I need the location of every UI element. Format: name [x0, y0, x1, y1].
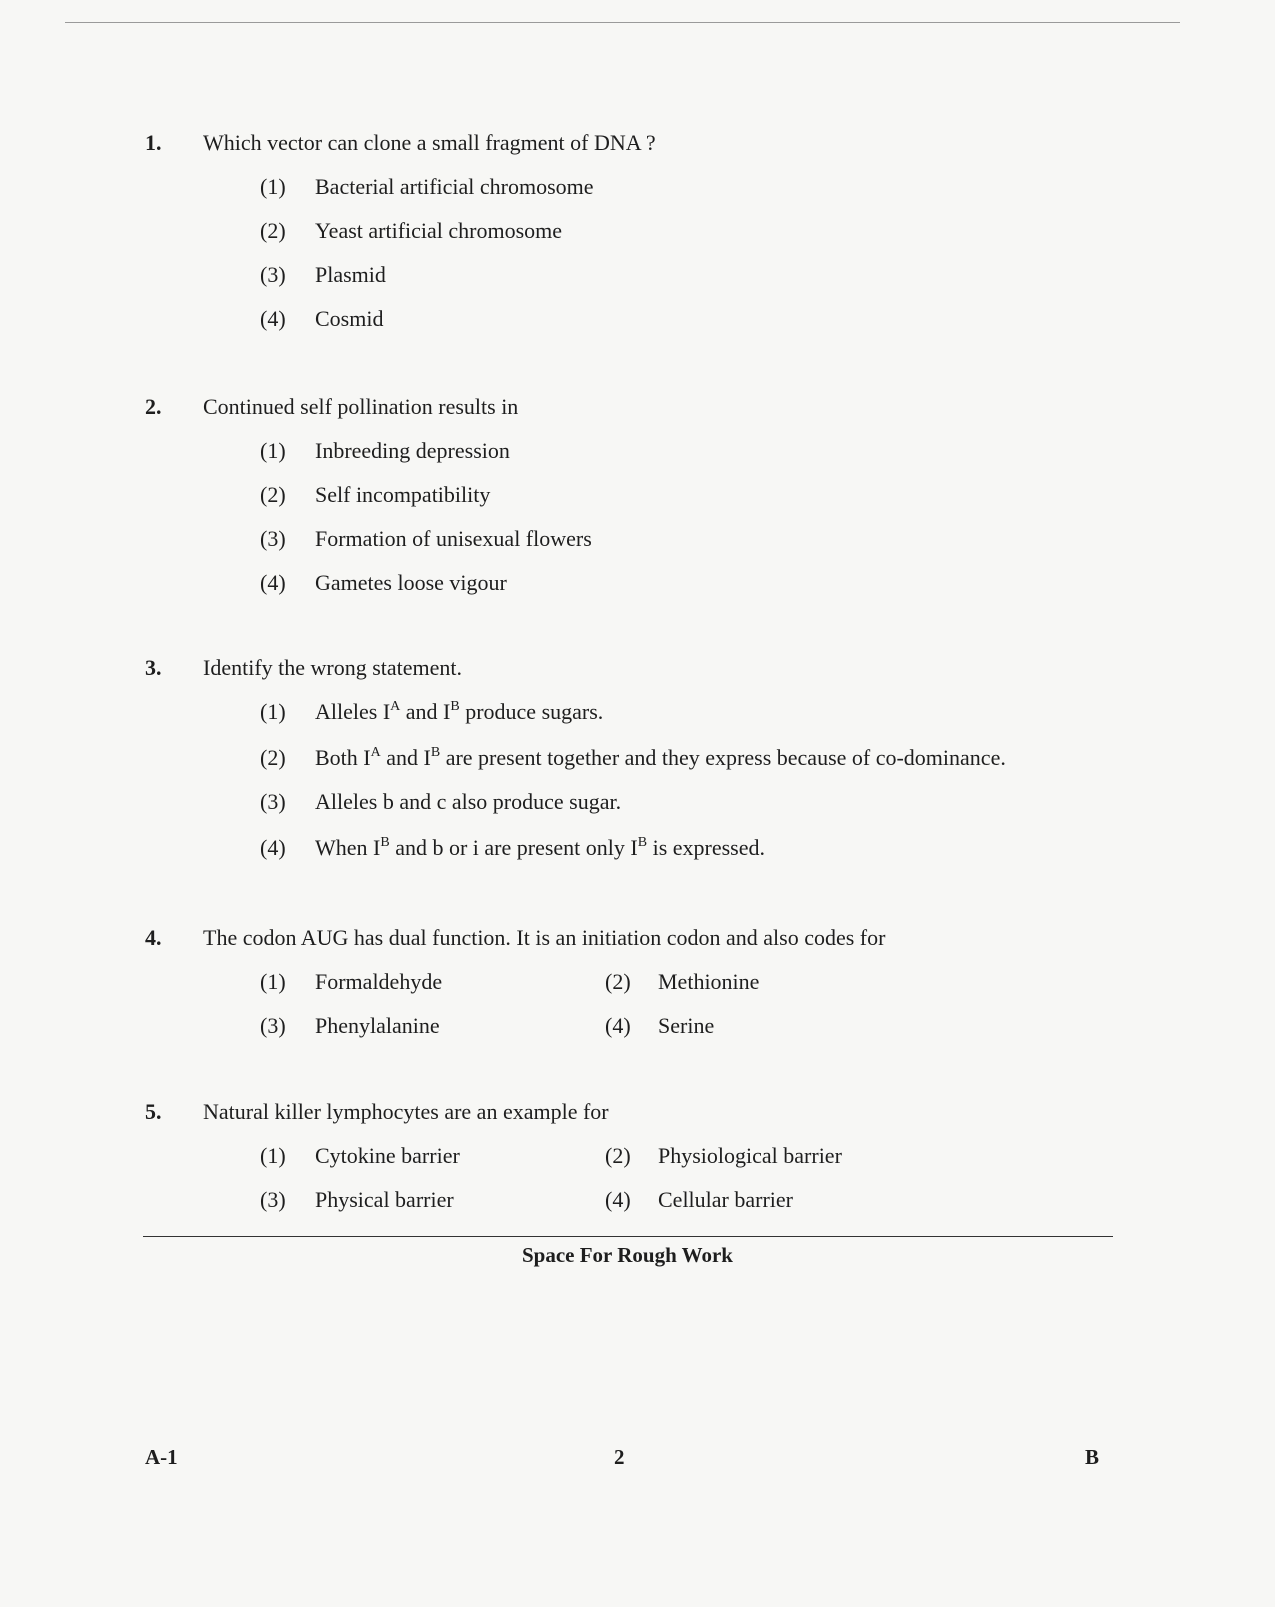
question-number: 5. — [145, 1099, 162, 1124]
option-text: Plasmid — [315, 262, 386, 287]
page-number: 2 — [614, 1445, 625, 1469]
option-3 — [145, 524, 1125, 554]
option-number: (2) — [260, 745, 286, 770]
option-text: Formaldehyde — [315, 969, 443, 994]
question-number: 1. — [145, 130, 162, 155]
question-3 — [145, 653, 1125, 863]
rough-work-divider — [143, 1236, 1113, 1237]
option-row-1 — [145, 1141, 1125, 1171]
option-number: (2) — [605, 969, 631, 994]
option-row-1 — [145, 967, 1125, 997]
option-number: (3) — [260, 1013, 286, 1038]
option-number: (4) — [260, 570, 286, 595]
question-1 — [145, 128, 1125, 334]
option-text: Bacterial artificial chromosome — [315, 174, 594, 199]
option-text: Physical barrier — [315, 1187, 454, 1212]
option-2 — [145, 743, 1125, 773]
option-text: Serine — [658, 1013, 715, 1038]
option-text: Formation of unisexual flowers — [315, 526, 592, 551]
option-text: Physiological barrier — [658, 1143, 842, 1168]
question-text: Which vector can clone a small fragment of DNA ? — [203, 130, 656, 155]
option-number: (3) — [260, 789, 286, 814]
option-number: (1) — [260, 1143, 286, 1168]
footer-right-code: B — [1085, 1445, 1100, 1469]
option-text: Cosmid — [315, 306, 384, 331]
option-number: (3) — [260, 526, 286, 551]
question-text: Identify the wrong statement. — [203, 655, 463, 680]
option-4 — [145, 833, 1125, 863]
option-number: (1) — [260, 174, 286, 199]
option-text: Cytokine barrier — [315, 1143, 460, 1168]
option-number: (1) — [260, 969, 286, 994]
option-number: (4) — [605, 1187, 631, 1212]
option-1 — [145, 697, 1125, 727]
option-number: (4) — [260, 306, 286, 331]
question-text: Natural killer lymphocytes are an example for — [203, 1099, 609, 1124]
top-rule — [65, 22, 1180, 23]
option-row-2 — [145, 1185, 1125, 1215]
option-4 — [145, 568, 1125, 598]
option-3 — [145, 787, 1125, 817]
option-number: (2) — [605, 1143, 631, 1168]
option-text: When $I^B$ and b or i are present only $I^B$ is expressed. — [315, 835, 765, 860]
option-number: (4) — [605, 1013, 631, 1038]
option-text: Both $I^A$ and $I^B$ are present together and they express because of co-dominance. — [315, 745, 1006, 770]
option-1 — [145, 172, 1125, 202]
option-4 — [145, 304, 1125, 334]
question-text: The codon AUG has dual function. It is an initiation codon and also codes for — [203, 925, 886, 950]
option-text: Alleles b and c also produce sugar. — [315, 789, 622, 814]
option-text: Self incompatibility — [315, 482, 491, 507]
option-text: Methionine — [658, 969, 760, 994]
question-number: 3. — [145, 655, 162, 680]
option-number: (2) — [260, 218, 286, 243]
option-text: Phenylalanine — [315, 1013, 440, 1038]
option-1 — [145, 436, 1125, 466]
question-number: 2. — [145, 394, 162, 419]
question-number: 4. — [145, 925, 162, 950]
option-2 — [145, 216, 1125, 246]
option-number: (3) — [260, 1187, 286, 1212]
option-number: (1) — [260, 699, 286, 724]
option-2 — [145, 480, 1125, 510]
option-text: Gametes loose vigour — [315, 570, 507, 595]
option-text: Yeast artificial chromosome — [315, 218, 563, 243]
option-number: (2) — [260, 482, 286, 507]
question-text: Continued self pollination results in — [203, 394, 519, 419]
question-5 — [145, 1097, 1125, 1215]
option-text: Inbreeding depression — [315, 438, 510, 463]
footer-left-code: A-1 — [145, 1445, 178, 1469]
option-number: (1) — [260, 438, 286, 463]
option-number: (3) — [260, 262, 286, 287]
option-3 — [145, 260, 1125, 290]
question-2 — [145, 392, 1125, 598]
option-text: Cellular barrier — [658, 1187, 793, 1212]
option-text: Alleles $I^A$ and $I^B$ produce sugars. — [315, 699, 604, 724]
question-4 — [145, 923, 1125, 1041]
option-number: (4) — [260, 835, 286, 860]
rough-work-label: Space For Rough Work — [521, 1243, 733, 1267]
option-row-2 — [145, 1011, 1125, 1041]
